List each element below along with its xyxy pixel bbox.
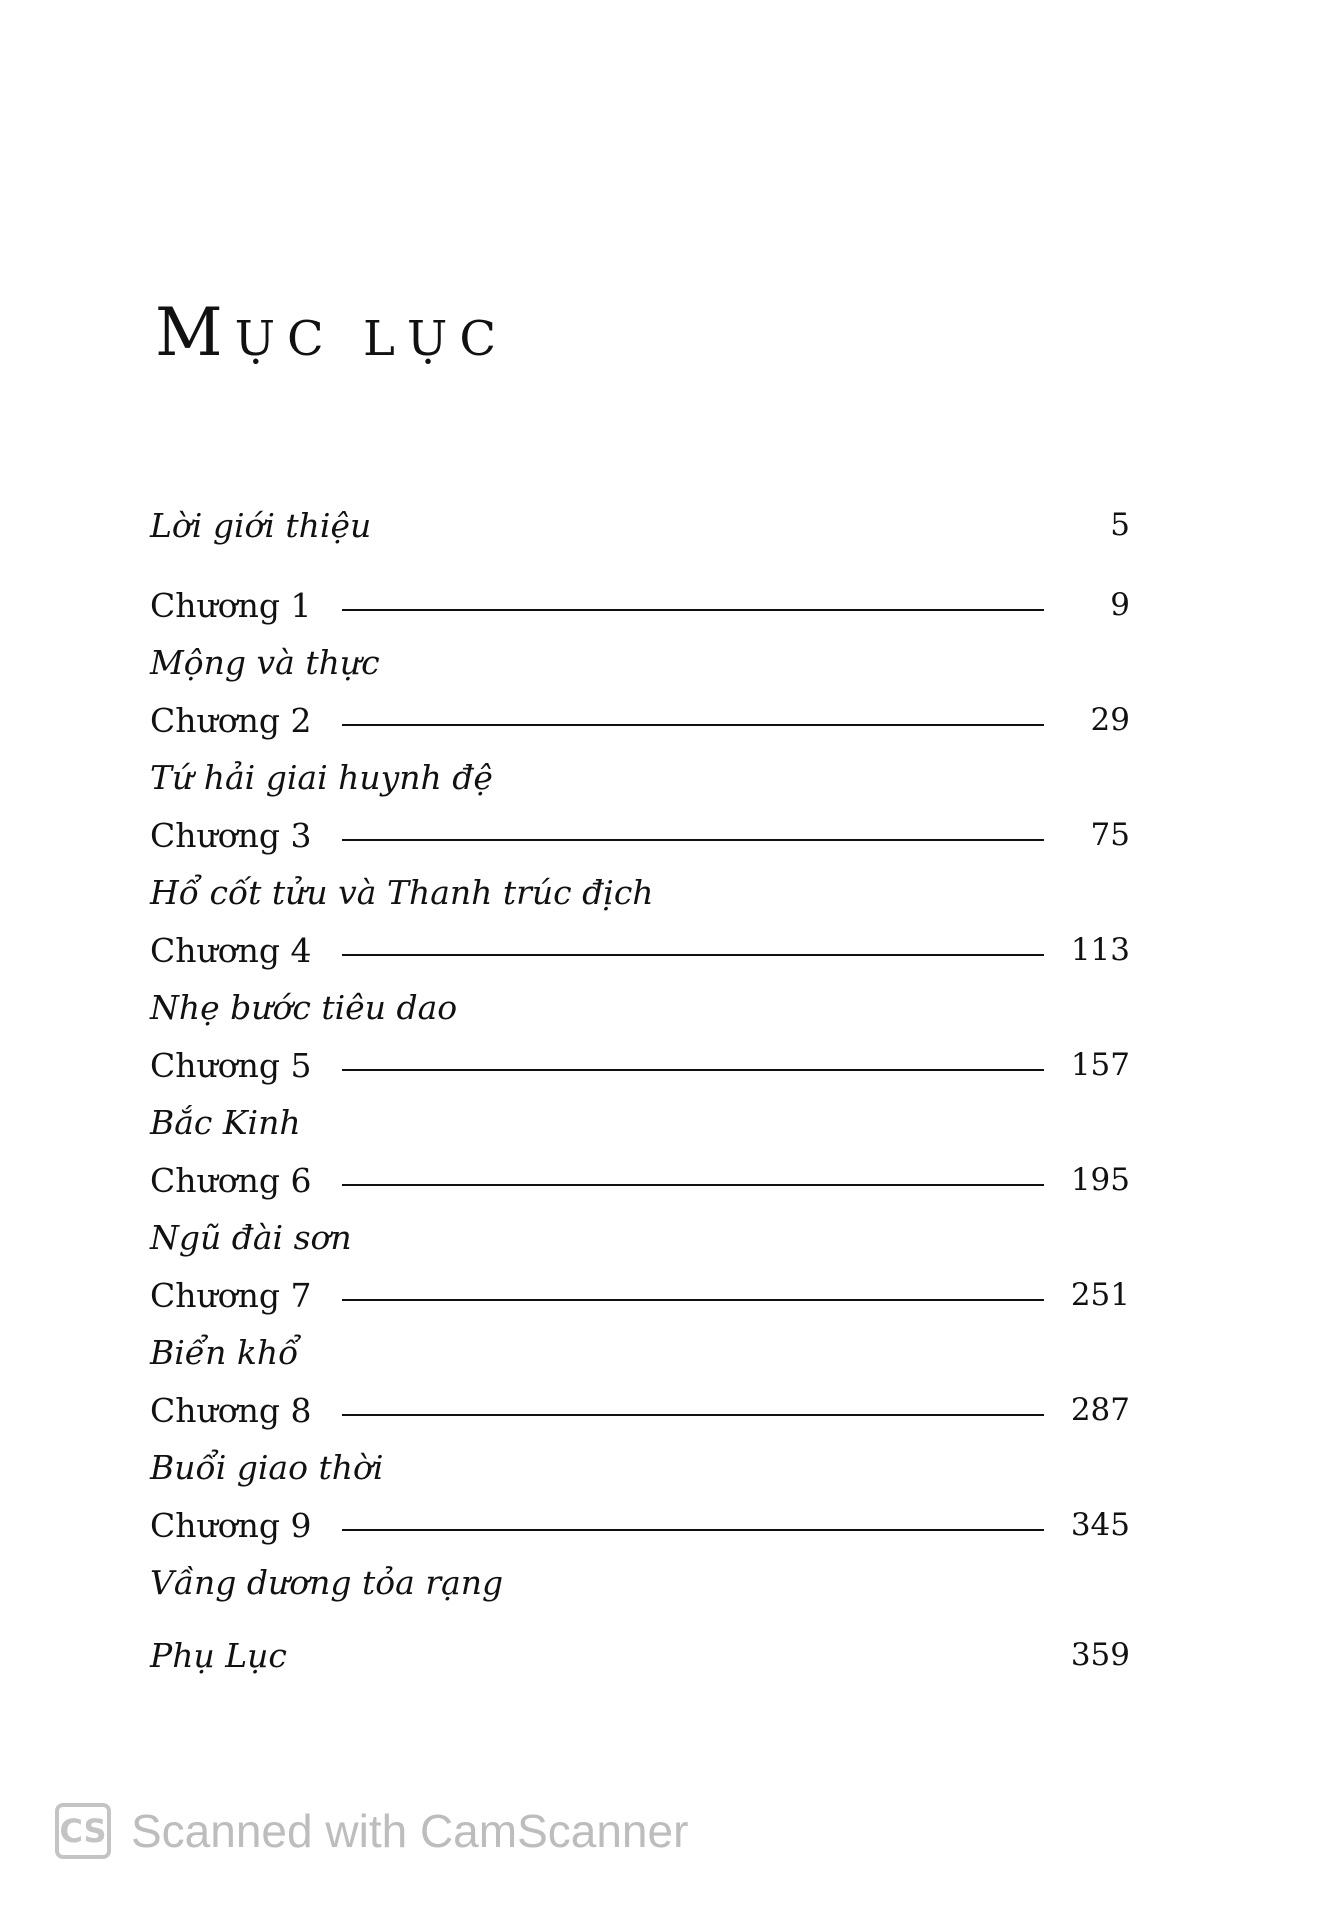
toc-page-number: 359	[1070, 1637, 1130, 1673]
toc-row-subtitle	[150, 637, 1150, 687]
toc-row-chapter	[150, 1270, 1150, 1320]
toc-page-number: 29	[1090, 702, 1130, 738]
toc-chapter-subtitle: Tứ hải giai huynh đệ	[150, 757, 493, 797]
toc-row-chapter	[150, 1040, 1150, 1090]
dotted-leader	[342, 839, 1045, 841]
toc-page-number: 195	[1070, 1162, 1130, 1198]
toc-chapter-subtitle: Biển khổ	[150, 1332, 299, 1372]
camscanner-watermark	[55, 1803, 688, 1859]
toc-entry-label: Phụ Lục	[150, 1635, 287, 1675]
toc-row-subtitle	[150, 752, 1150, 802]
dotted-leader	[342, 1414, 1045, 1416]
toc-entry-label: Chương 5	[150, 1045, 312, 1085]
toc-entry-label: Chương 9	[150, 1505, 312, 1545]
toc-row-intro	[150, 500, 1150, 550]
toc-page-number: 345	[1070, 1507, 1130, 1543]
toc-row-chapter	[150, 580, 1150, 630]
toc-entry-label: Chương 6	[150, 1160, 312, 1200]
toc-row-chapter	[150, 810, 1150, 860]
toc-row-chapter	[150, 1155, 1150, 1205]
toc-row-subtitle	[150, 982, 1150, 1032]
toc-chapter-subtitle: Vầng dương tỏa rạng	[150, 1562, 504, 1602]
toc-row-subtitle	[150, 1097, 1150, 1147]
camscanner-logo-icon: CS	[55, 1803, 111, 1859]
toc-entry-label: Chương 2	[150, 700, 312, 740]
toc-row-chapter	[150, 695, 1150, 745]
toc-row-chapter	[150, 1500, 1150, 1550]
toc-row-chapter	[150, 1385, 1150, 1435]
dotted-leader	[342, 954, 1045, 956]
page-title	[155, 294, 509, 371]
toc-chapter-subtitle: Mộng và thực	[150, 642, 380, 682]
toc-chapter-subtitle: Buổi giao thời	[150, 1447, 384, 1487]
dotted-leader	[342, 1184, 1045, 1186]
toc-entry-label: Chương 8	[150, 1390, 312, 1430]
toc-entry-label: Chương 4	[150, 930, 312, 970]
toc-page-number: 157	[1070, 1047, 1130, 1083]
toc-entry-label: Chương 1	[150, 585, 312, 625]
toc-row-subtitle	[150, 1327, 1150, 1377]
toc-row-subtitle	[150, 867, 1150, 917]
title-initial: M	[155, 294, 235, 371]
toc-chapter-subtitle: Bắc Kinh	[150, 1102, 301, 1142]
toc-page-number: 9	[1110, 587, 1130, 623]
toc-page-number: 287	[1070, 1392, 1130, 1428]
title-rest: ỤC LỤC	[234, 311, 509, 367]
toc-row-subtitle	[150, 1442, 1150, 1492]
dotted-leader	[342, 1299, 1045, 1301]
toc-chapter-subtitle: Nhẹ bước tiêu dao	[150, 987, 458, 1027]
toc-row-chapter	[150, 925, 1150, 975]
toc-chapter-subtitle: Ngũ đài sơn	[150, 1217, 352, 1257]
toc-row-subtitle	[150, 1557, 1150, 1607]
toc-row-appendix	[150, 1630, 1150, 1680]
toc-row-subtitle	[150, 1212, 1150, 1262]
toc-entry-label: Lời giới thiệu	[150, 505, 372, 545]
toc-page-number: 75	[1090, 817, 1130, 853]
toc-entry-label: Chương 3	[150, 815, 312, 855]
toc-entry-label: Chương 7	[150, 1275, 312, 1315]
dotted-leader	[342, 1069, 1045, 1071]
toc-page-number: 113	[1070, 932, 1130, 968]
dotted-leader	[342, 724, 1045, 726]
dotted-leader	[342, 609, 1045, 611]
toc-page-number: 251	[1070, 1277, 1130, 1313]
toc-page-number: 5	[1110, 507, 1130, 543]
toc-chapter-subtitle: Hổ cốt tửu và Thanh trúc địch	[150, 872, 654, 912]
watermark-text: Scanned with CamScanner	[131, 1805, 689, 1857]
dotted-leader	[342, 1529, 1045, 1531]
